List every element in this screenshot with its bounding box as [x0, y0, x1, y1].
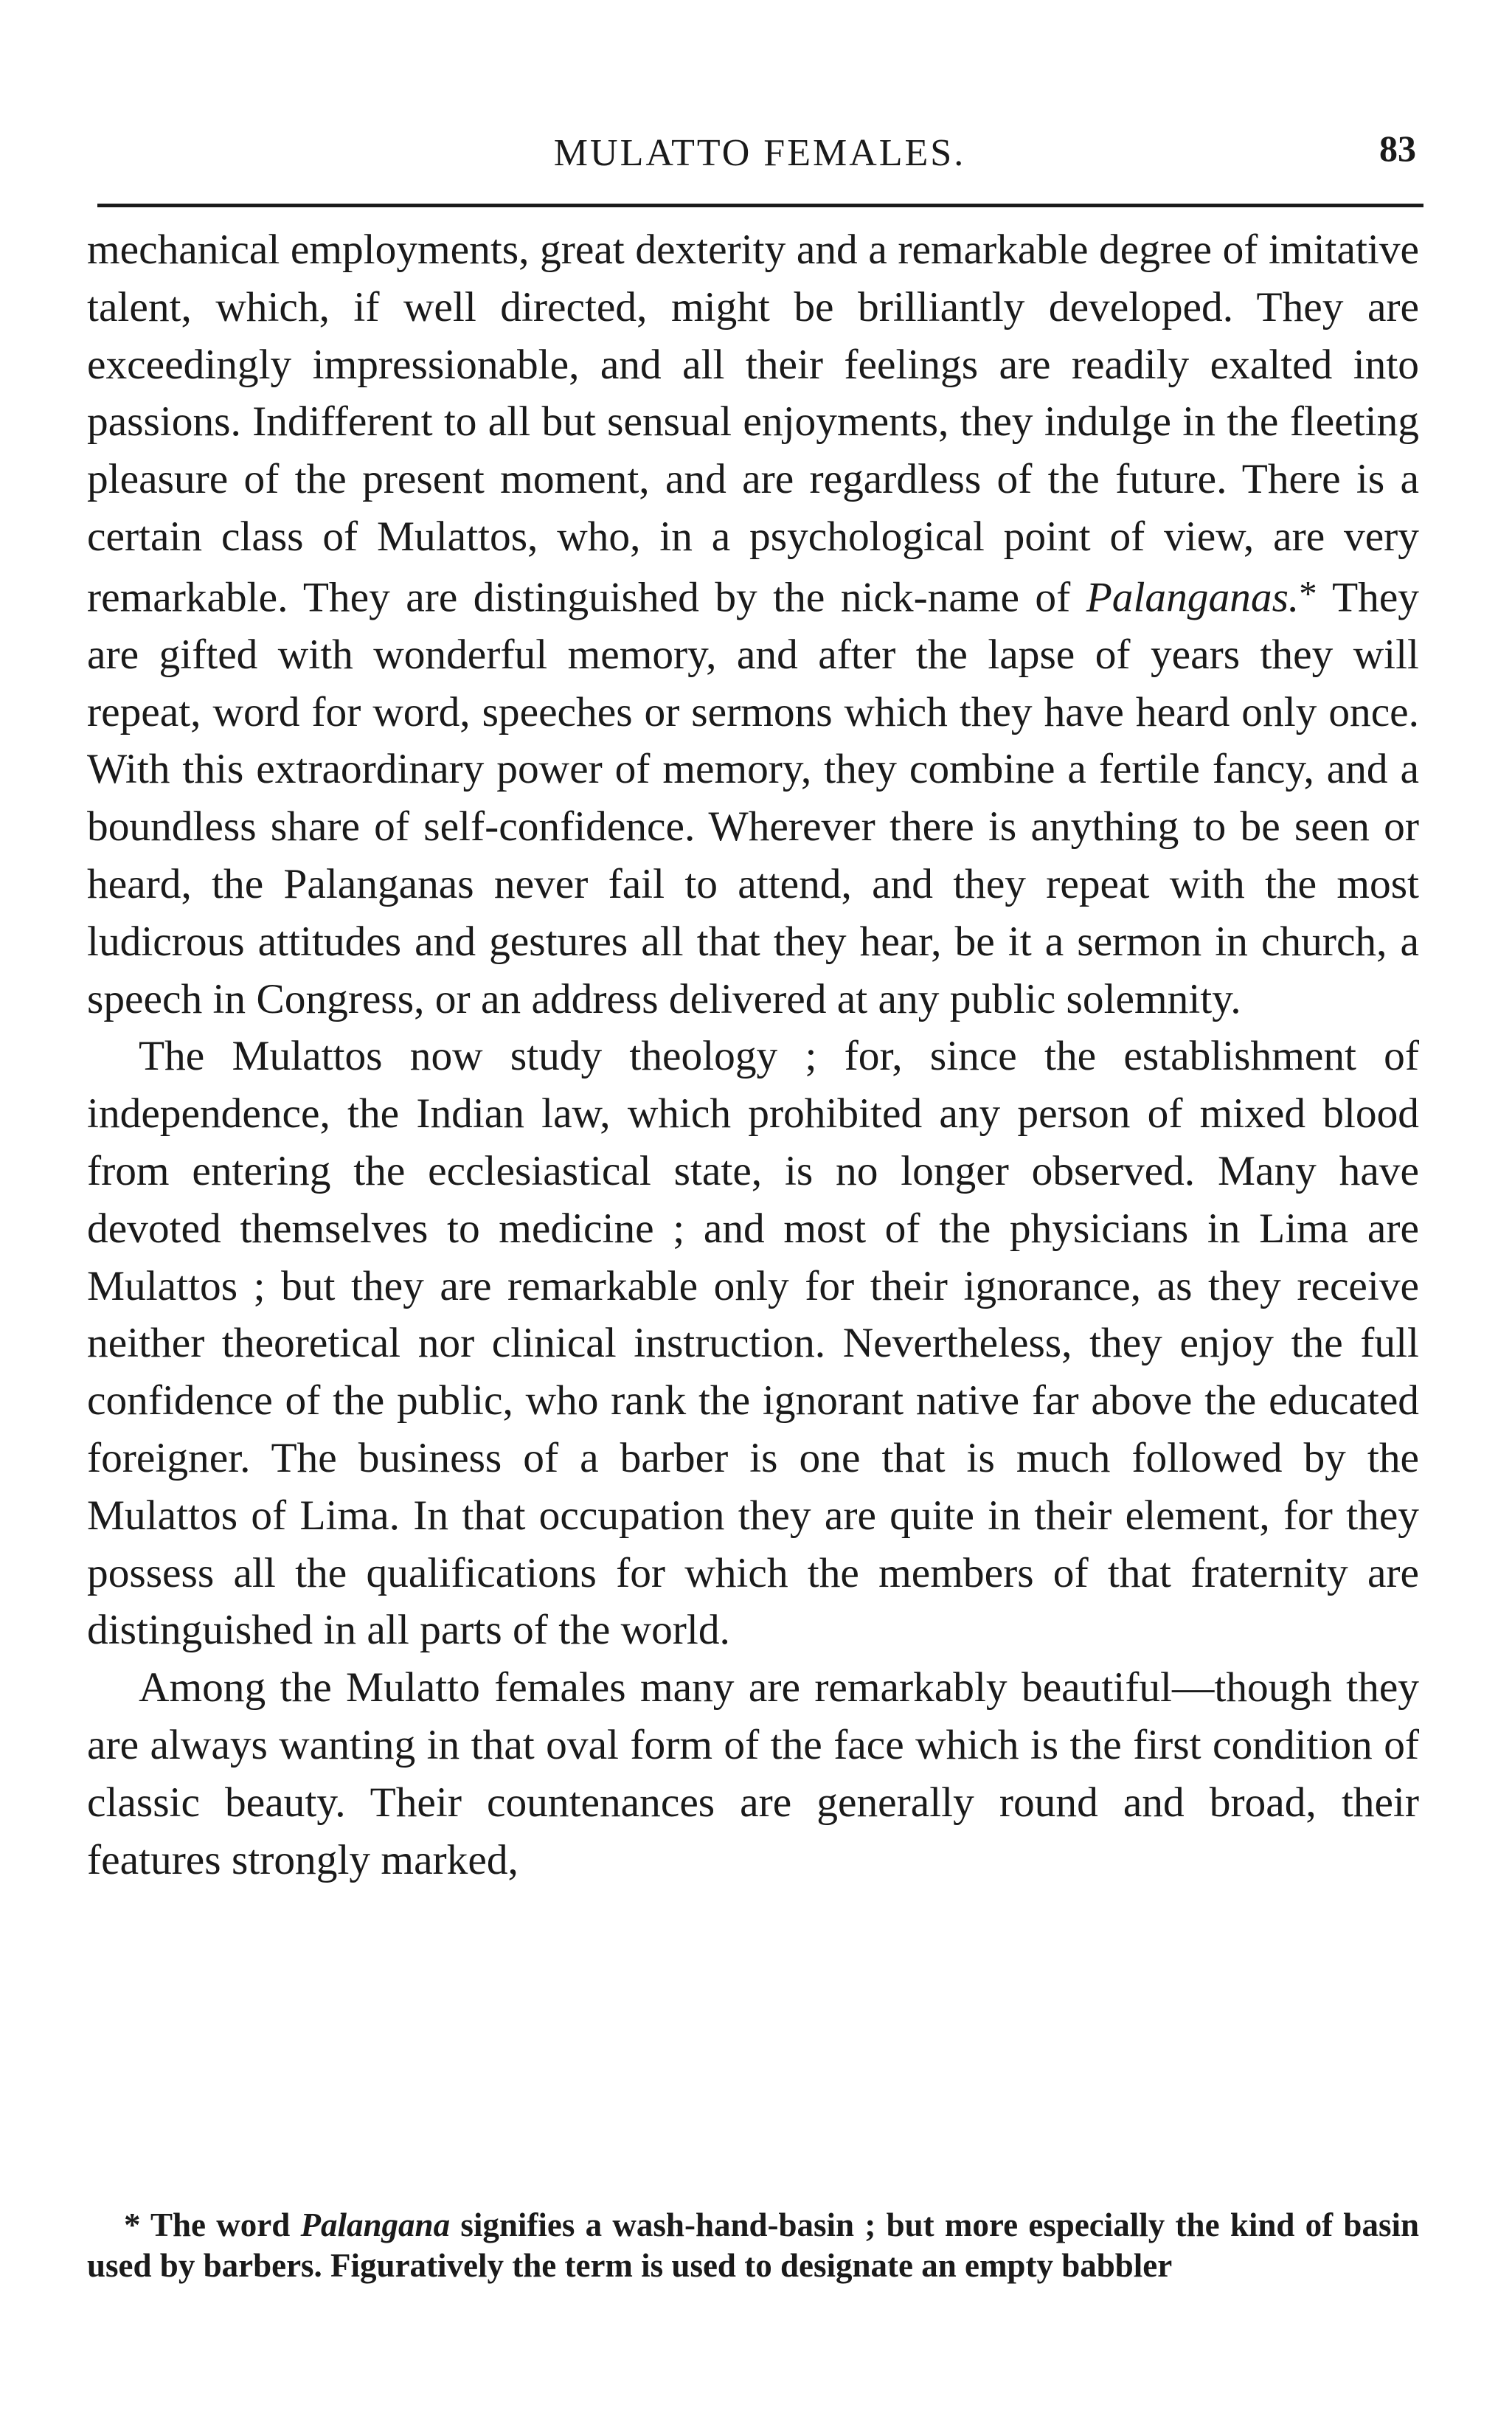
paragraph-1-part-a: mechanical employments, great dexterity and a remarkable degree of imitative talent, which, if well directed, might be brilliantly developed. They are exceedingly impressionable, and all their feelings are readily exalted into passions. Indifferent to all but sensual enjoyments, they indulge in the fleeting pleasure of the present moment, and are regardless of the future. There is a certain class of Mulattos, who, in a psychological point of view, are very remarkable. They are distinguished by the nick-name of — [87, 226, 1419, 621]
running-head — [96, 125, 1423, 184]
running-title: MULATTO FEMALES. — [553, 132, 966, 174]
footnote-marker-bottom: * — [124, 2206, 141, 2243]
footnote-term: Palangana — [300, 2206, 451, 2243]
footnote-marker: * — [1299, 573, 1317, 614]
palanganas-term: Palanganas. — [1086, 574, 1300, 621]
page-number: 83 — [1379, 128, 1416, 169]
paragraph-3: Among the Mulatto females many are remarkably beautiful—though they are always wanting in that oval form of the face which is the first condition of classic beauty. Their countenances are generally round and broad, their features strongly marked, — [87, 1664, 1419, 1883]
paragraph-2: The Mulattos now study theology ; for, since the establishment of independence, the Indian law, which prohibited any person of mixed blood from entering the ecclesiastical state, is no longer observed. Many have devoted themselves to medicine ; and most of the physicians in Lima are Mulattos ; but they are remarkable only for their ignorance, as they receive neither theoretical nor clinical instruction. Nevertheless, they enjoy the full confidence of the public, who rank the ignorant native far above the educated foreigner. The business of a barber is one that is much followed by the Mulattos of Lima. In that occupation they are quite in their element, for they possess all the qualifications for which the members of that fraternity are distinguished in all parts of the world. — [87, 1033, 1419, 1654]
paragraph-1 — [87, 221, 1419, 1028]
body-text — [87, 221, 1419, 1889]
paragraph-1-part-b: They are gifted with wonderful memory, and after the lapse of years they will repeat, word for word, speeches or sermons which they have heard only once. With this extraordinary power of memory, they combine a fertile fancy, and a boundless share of self-confidence. Wherever there is anything to be seen or heard, the Palanganas never fail to attend, and they repeat with the most ludicrous attitudes and gestures all that they hear, be it a sermon in church, a speech in Congress, or an address delivered at any public solemnity. — [87, 574, 1420, 1022]
header-rule — [97, 204, 1423, 207]
footnote — [87, 2205, 1419, 2286]
footnote-part-a: The word — [140, 2206, 301, 2243]
footnote-part-b: signifies a wash-hand-basin ; but more especially the kind of basin used by barbers. Figuratively the term is used to designate an empty babbler — [87, 2206, 1420, 2284]
